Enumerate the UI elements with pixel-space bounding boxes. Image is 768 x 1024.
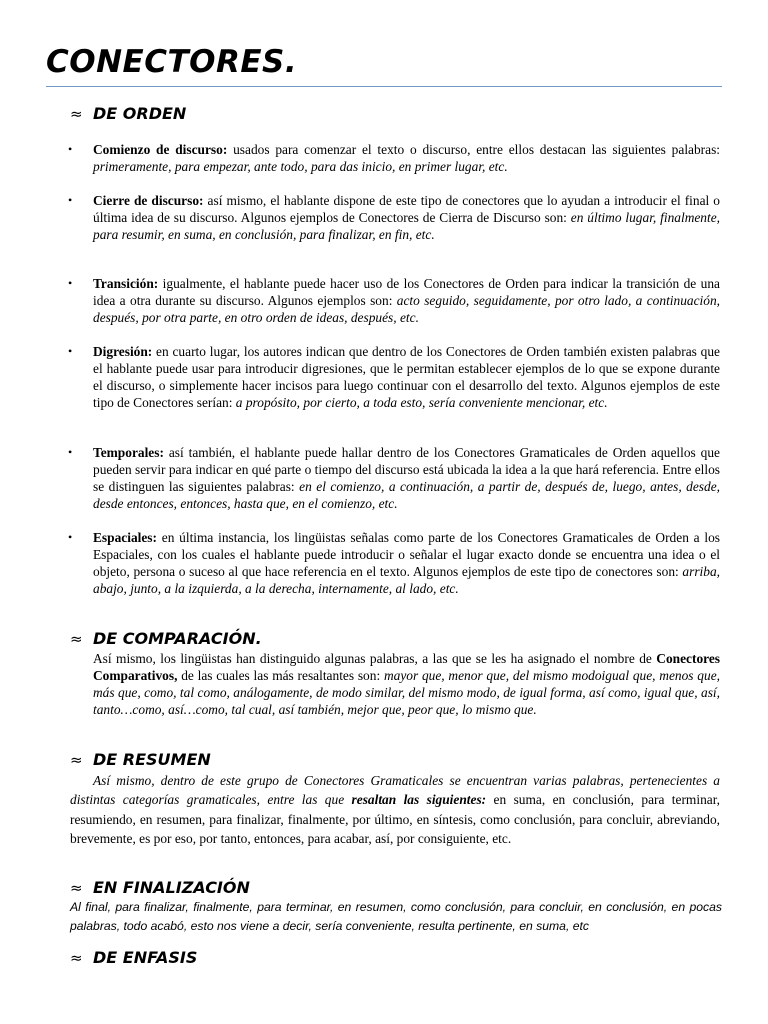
- approx-icon: ≈: [70, 105, 83, 123]
- list-item: [68, 529, 720, 597]
- approx-icon: ≈: [70, 879, 83, 897]
- section-heading-text: DE RESUMEN: [93, 750, 211, 769]
- section-heading-finalizacion: [70, 878, 250, 898]
- resumen-paragraph: [70, 771, 720, 848]
- list-item-text: usados para comenzar el texto o discurso, entre ellos destacan las siguientes palabras:: [227, 142, 721, 157]
- list-item-examples: acto seguido, seguidamente, por otro lado, a continuación, después, por otra parte, en otro orden de ideas, después, etc.: [93, 293, 720, 325]
- section-heading-text: EN FINALIZACIÓN: [93, 878, 250, 897]
- list-item-text: en cuarto lugar, los autores indican que dentro de los Conectores de Orden también existen palabras que el hablante puede usar para introducir digresiones, que le permitan establecer ejemplos de lo que se expone durante el discurso, o simplemente hacer incisos para luego continuar con el desarrollo del texto. Algunos ejemplos de este tipo de Conectores serían:: [93, 344, 720, 410]
- list-item: [68, 192, 721, 243]
- list-item-term: Temporales:: [93, 445, 164, 460]
- list-item-text: así también, el hablante puede hallar dentro de los Conectores Gramaticales de Orden aquellos que pueden servir para indicar en qué parte o tiempo del discurso está ubicada la idea a la que hará referencia. Entre ellos se distinguen las siguientes palabras:: [93, 445, 720, 494]
- list-item-term: Espaciales:: [93, 530, 157, 545]
- list-item-text: igualmente, el hablante puede hacer uso de los Conectores de Orden para indicar la transición de una idea a otra durante su discurso. Algunos ejemplos son:: [93, 276, 720, 308]
- list-item-term: Cierre de discurso:: [93, 193, 204, 208]
- page-title: CONECTORES.: [46, 44, 298, 80]
- list-item-term: Digresión:: [93, 344, 153, 359]
- list-item-term: Transición:: [93, 276, 159, 291]
- section-heading-text: DE ENFASIS: [93, 948, 198, 967]
- comparacion-intro: Así mismo, los lingüistas han distinguido algunas palabras, a las que se les ha asignado el nombre de: [93, 651, 657, 666]
- list-item-term: Comienzo de discurso:: [93, 142, 228, 157]
- list-item-text: así mismo, el hablante dispone de este tipo de conectores que lo ayudan a introducir el final o última idea de su discurso. Algunos ejemplos de Conectores de Cierra de Discurso son:: [93, 193, 720, 225]
- approx-icon: ≈: [70, 751, 83, 769]
- comparacion-paragraph: [93, 650, 720, 718]
- list-item: [68, 444, 721, 512]
- bullet-icon: •: [68, 530, 73, 544]
- resumen-intro: Así mismo, dentro de este grupo de Conectores Gramaticales se encuentran varias palabras, pertenecientes a distintas categorías gramaticales, entre las que: [70, 773, 720, 808]
- bullet-icon: •: [68, 445, 73, 459]
- section-heading-text: DE COMPARACIÓN.: [93, 629, 262, 648]
- section-heading-orden: [70, 104, 186, 124]
- resumen-emphasis: resaltan las siguientes:: [351, 792, 487, 808]
- finalizacion-paragraph: Al final, para finalizar, finalmente, para terminar, en resumen, como conclusión, para concluir, en conclusión, en pocas palabras, todo acabó, esto nos viene a decir, sería conveniente, resulta pertinente, en suma, etc: [70, 900, 722, 933]
- comparacion-middle: de las cuales las más resaltantes son:: [177, 668, 384, 683]
- section-heading-enfasis: [70, 948, 197, 968]
- section-heading-text: DE ORDEN: [93, 104, 187, 123]
- resumen-list: en suma, en conclusión, para terminar, resumiendo, en resumen, para finalizar, finalmente, por último, en síntesis, como conclusión, para concluir, abreviando, brevemente, es por eso, por tanto, entonces, para acabar, así, por consiguiente, etc.: [70, 792, 720, 846]
- list-item: [68, 343, 720, 411]
- bullet-icon: •: [68, 193, 73, 207]
- list-item-examples: arriba, abajo, junto, a la izquierda, a la derecha, internamente, al lado, etc.: [93, 564, 720, 596]
- list-item-examples: primeramente, para empezar, ante todo, para das inicio, en primer lugar, etc.: [93, 159, 508, 174]
- comparacion-examples: mayor que, menor que, del mismo modoigual que, menos que, más que, como, tal como, análogamente, de modo similar, del mismo modo, de igual forma, así como, igual que, así, tanto…como, así…como, tal cual, así también, mejor que, peor que, lo mismo que.: [93, 668, 720, 717]
- approx-icon: ≈: [70, 949, 83, 967]
- section-heading-resumen: [70, 750, 211, 770]
- list-item-examples: a propósito, por cierto, a toda esto, sería conveniente mencionar, etc.: [235, 395, 608, 410]
- section-heading-comparacion: [70, 629, 262, 649]
- list-item: [68, 141, 721, 175]
- list-item-text: en última instancia, los lingüistas señalas como parte de los Conectores Gramaticales de Orden a los Espaciales, con los cuales el hablante puede introducir o señalar el lugar exacto donde se encuentra una idea o el objeto, persona o suceso al que hace referencia en el texto. Algunos ejemplos de este tipo de conectores son:: [93, 530, 720, 579]
- list-item: [68, 275, 720, 326]
- bullet-icon: •: [68, 276, 73, 290]
- bullet-icon: •: [68, 344, 73, 358]
- bullet-icon: •: [68, 142, 73, 156]
- title-underline: [46, 86, 722, 87]
- comparacion-term: Conectores Comparativos,: [93, 651, 720, 683]
- list-item-examples: en el comienzo, a continuación, a partir de, después de, luego, antes, desde, desde entonces, entonces, hasta que, en el comienzo, etc.: [93, 479, 721, 511]
- approx-icon: ≈: [70, 630, 83, 648]
- list-item-examples: en último lugar, finalmente, para resumir, en suma, en conclusión, para finalizar, en fin, etc.: [93, 210, 721, 242]
